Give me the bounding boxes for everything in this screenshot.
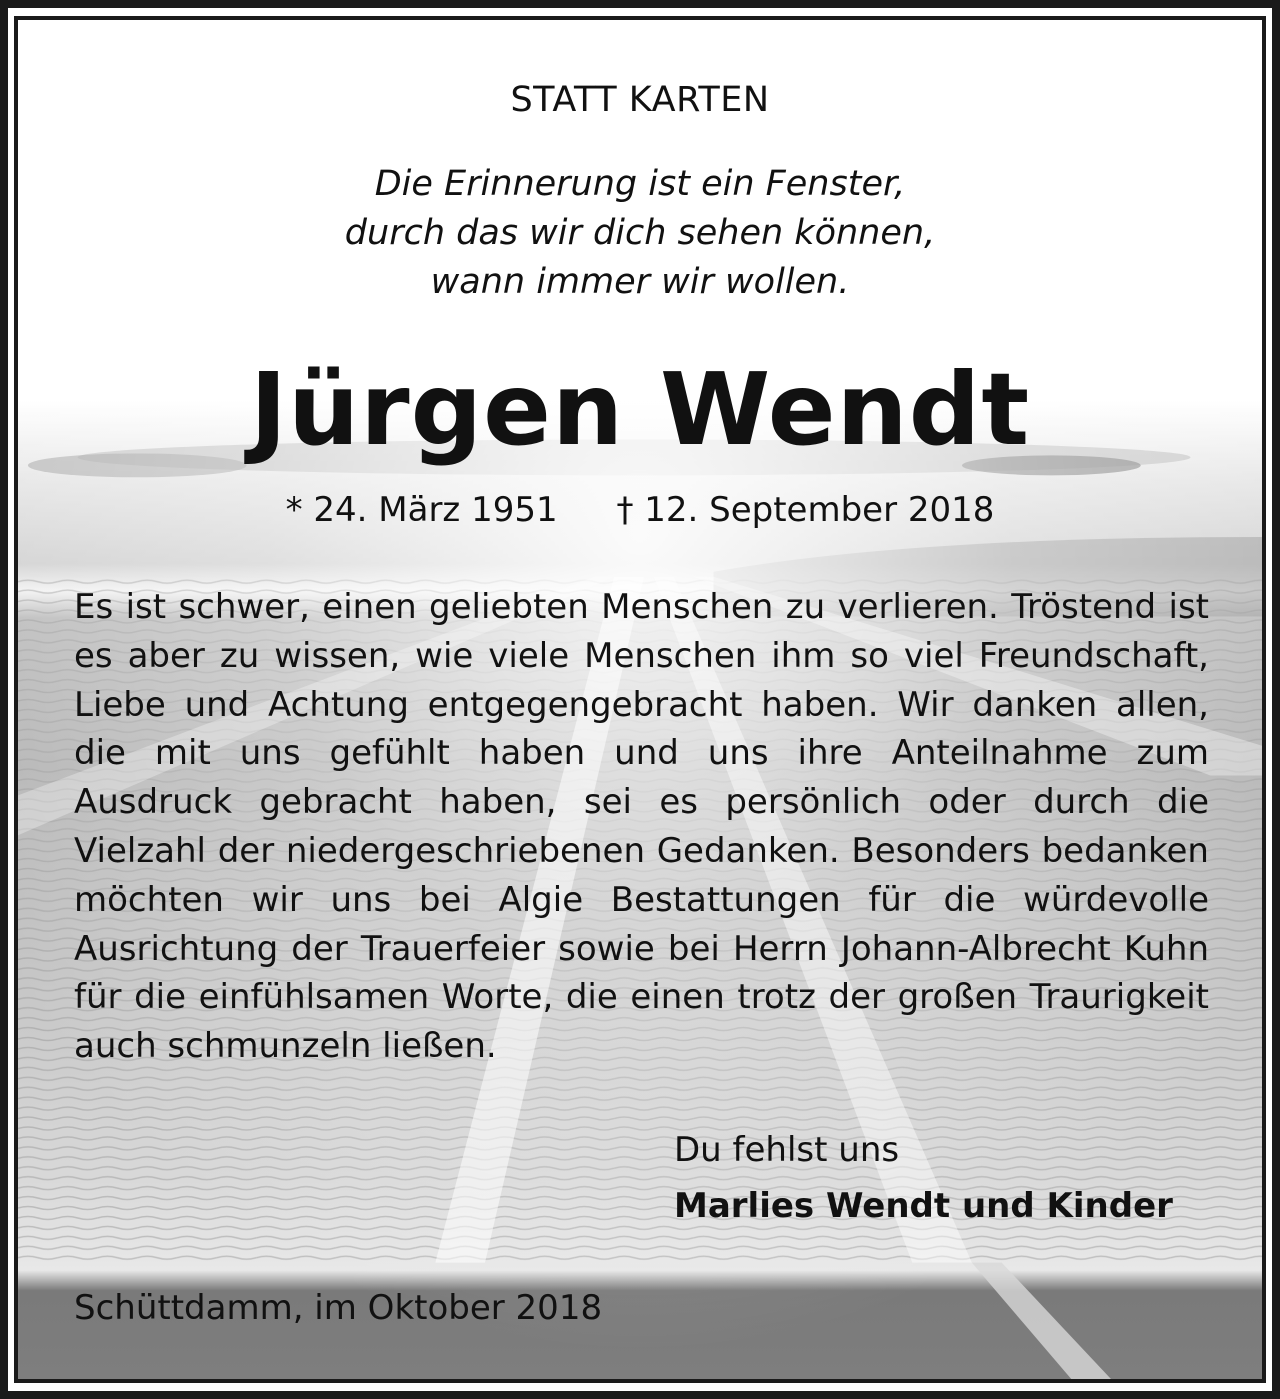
memorial-quote <box>18 160 1262 307</box>
life-dates <box>18 490 1262 530</box>
quote-line: durch das wir dich sehen können, <box>344 213 936 253</box>
birth-date: * 24. März 1951 <box>285 490 558 530</box>
thank-you-text: Es ist schwer, einen geliebten Menschen zu verlieren. Tröstend ist es aber zu wissen, wie viele Menschen ihm so viel Freundschaft, Liebe und Achtung entgegengebracht haben. Wir danken allen, die mit uns gefühlt haben und uns ihre Anteilnahme zum Ausdruck gebracht haben, sei es persönlich oder durch die Vielzahl der niedergeschriebenen Gedanken. Besonders bedanken möchten wir uns bei Algie Bestattungen für die würdevolle Ausrichtung der Trauerfeier sowie bei Herrn Johann-Albrecht Kuhn für die einfühlsamen Worte, die einen trotz der großen Traurigkeit auch schmunzeln ließen. <box>74 587 1209 1067</box>
death-date: † 12. September 2018 <box>616 490 995 530</box>
closing-phrase: Du fehlst uns <box>674 1130 900 1170</box>
signature: Marlies Wendt und Kinder <box>674 1186 1173 1226</box>
quote-line: Die Erinnerung ist ein Fenster, <box>374 164 906 204</box>
statt-karten-header: STATT KARTEN <box>510 80 770 120</box>
obituary-card <box>14 16 1266 1383</box>
place-and-date: Schüttdamm, im Oktober 2018 <box>74 1288 603 1328</box>
deceased-name: Jürgen Wendt <box>249 351 1031 468</box>
quote-line: wann immer wir wollen. <box>430 262 850 302</box>
